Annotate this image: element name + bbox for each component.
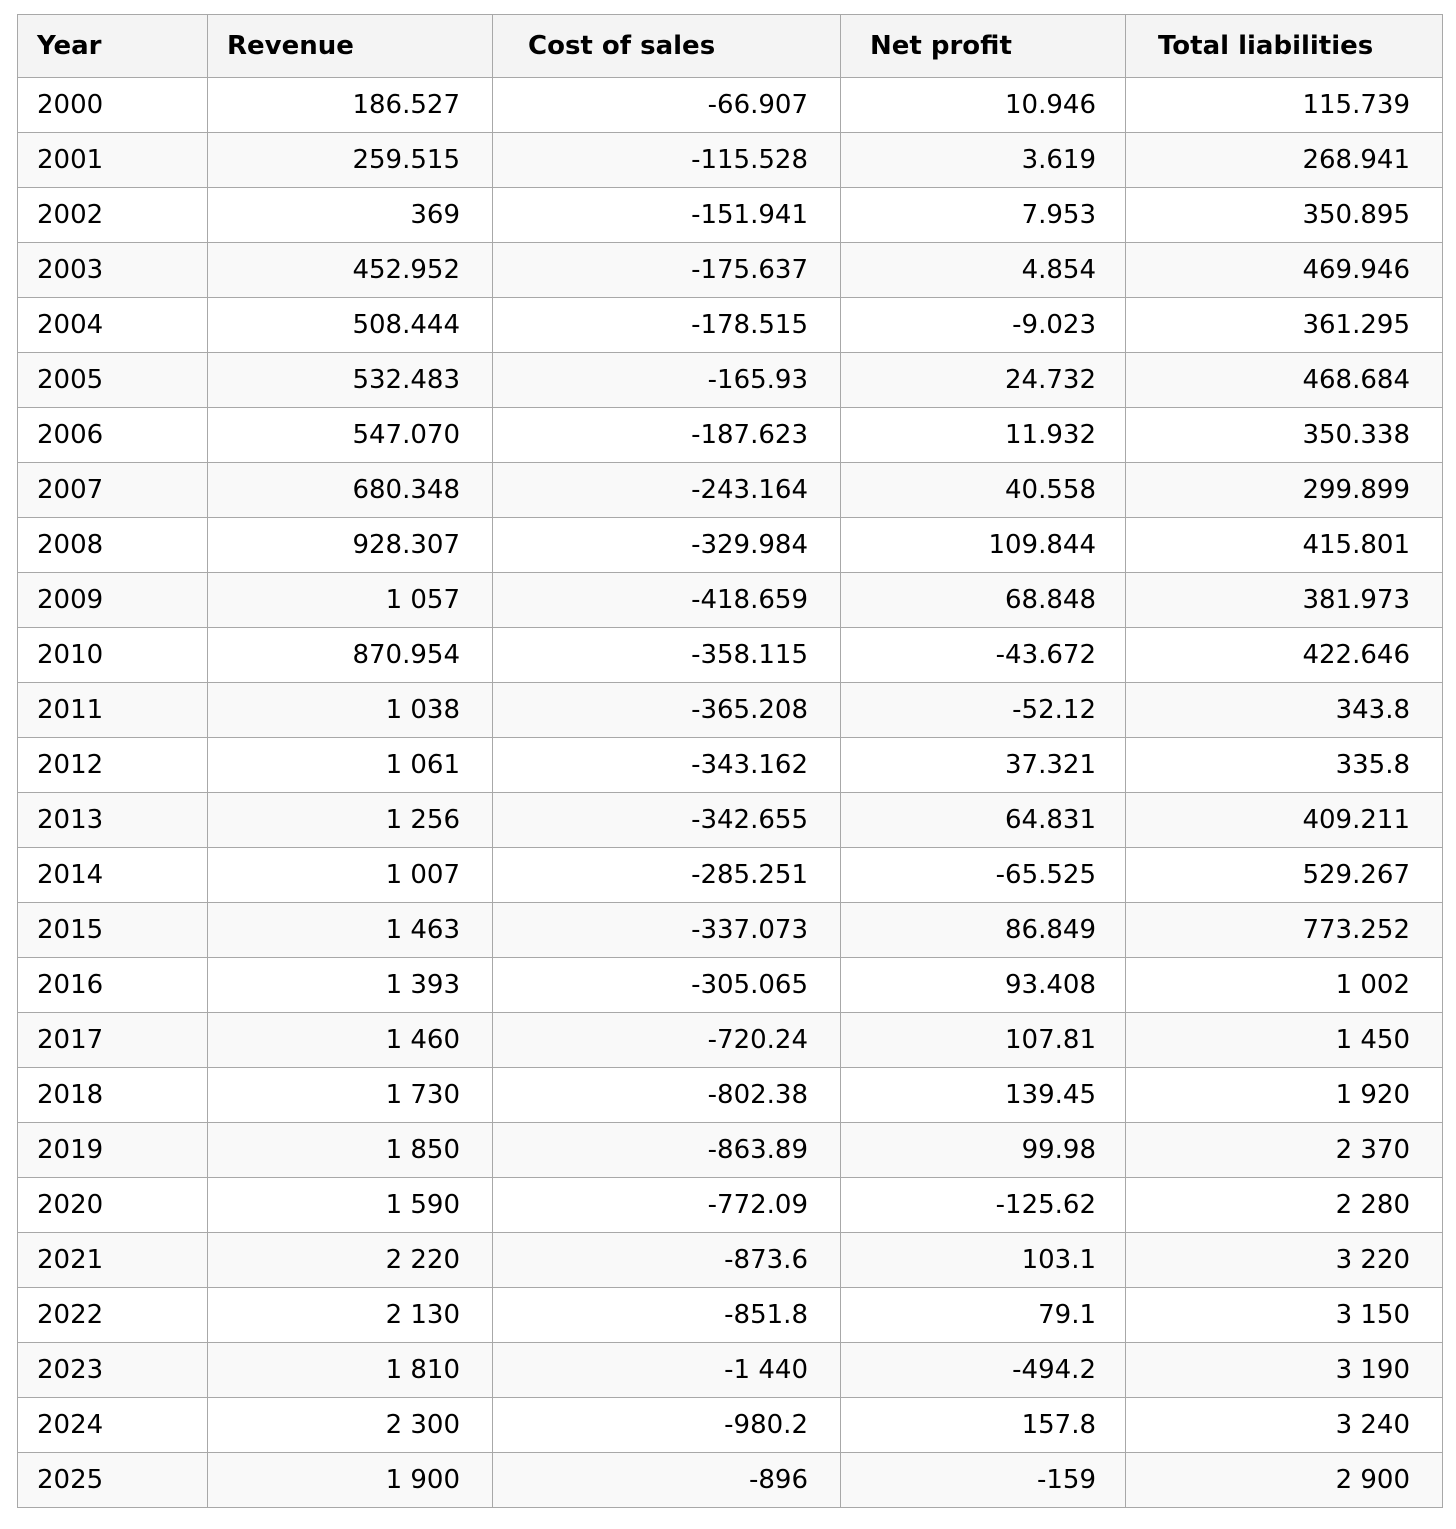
year-cell: 2013 [18,793,208,848]
total-liabilities-cell: 422.646 [1126,628,1443,683]
table-row [18,848,1443,903]
total-liabilities-cell: 361.295 [1126,298,1443,353]
table-row [18,958,1443,1013]
financial-table [17,14,1443,1508]
net-profit-cell: 10.946 [841,78,1126,133]
revenue-cell: 1 393 [208,958,493,1013]
total-liabilities-cell: 3 190 [1126,1343,1443,1398]
total-liabilities-cell: 773.252 [1126,903,1443,958]
year-cell: 2018 [18,1068,208,1123]
table-row [18,793,1443,848]
net-profit-cell: 24.732 [841,353,1126,408]
revenue-cell: 1 730 [208,1068,493,1123]
table-row [18,78,1443,133]
revenue-cell: 1 810 [208,1343,493,1398]
cost-of-sales-cell: -863.89 [493,1123,841,1178]
column-header-total-liabilities: Total liabilities [1126,15,1443,78]
revenue-cell: 1 038 [208,683,493,738]
year-cell: 2003 [18,243,208,298]
year-cell: 2017 [18,1013,208,1068]
year-cell: 2004 [18,298,208,353]
total-liabilities-cell: 1 002 [1126,958,1443,1013]
revenue-cell: 680.348 [208,463,493,518]
revenue-cell: 1 007 [208,848,493,903]
total-liabilities-cell: 350.895 [1126,188,1443,243]
total-liabilities-cell: 529.267 [1126,848,1443,903]
cost-of-sales-cell: -896 [493,1453,841,1508]
year-cell: 2001 [18,133,208,188]
total-liabilities-cell: 2 370 [1126,1123,1443,1178]
table-row [18,628,1443,683]
year-cell: 2007 [18,463,208,518]
cost-of-sales-cell: -418.659 [493,573,841,628]
total-liabilities-cell: 3 150 [1126,1288,1443,1343]
net-profit-cell: 40.558 [841,463,1126,518]
net-profit-cell: 11.932 [841,408,1126,463]
total-liabilities-cell: 335.8 [1126,738,1443,793]
net-profit-cell: 3.619 [841,133,1126,188]
table-header-row [18,15,1443,78]
cost-of-sales-cell: -772.09 [493,1178,841,1233]
year-cell: 2023 [18,1343,208,1398]
year-cell: 2000 [18,78,208,133]
column-header-net-profit: Net profit [841,15,1126,78]
year-cell: 2011 [18,683,208,738]
table-row [18,298,1443,353]
table-row [18,188,1443,243]
revenue-cell: 547.070 [208,408,493,463]
cost-of-sales-cell: -358.115 [493,628,841,683]
table-row [18,1453,1443,1508]
total-liabilities-cell: 2 900 [1126,1453,1443,1508]
revenue-cell: 532.483 [208,353,493,408]
table-row [18,573,1443,628]
net-profit-cell: 93.408 [841,958,1126,1013]
net-profit-cell: 109.844 [841,518,1126,573]
net-profit-cell: 68.848 [841,573,1126,628]
revenue-cell: 1 590 [208,1178,493,1233]
cost-of-sales-cell: -1 440 [493,1343,841,1398]
cost-of-sales-cell: -187.623 [493,408,841,463]
revenue-cell: 1 850 [208,1123,493,1178]
total-liabilities-cell: 2 280 [1126,1178,1443,1233]
total-liabilities-cell: 343.8 [1126,683,1443,738]
year-cell: 2019 [18,1123,208,1178]
cost-of-sales-cell: -337.073 [493,903,841,958]
column-header-year: Year [18,15,208,78]
table-row [18,1398,1443,1453]
revenue-cell: 2 130 [208,1288,493,1343]
net-profit-cell: 7.953 [841,188,1126,243]
net-profit-cell: -125.62 [841,1178,1126,1233]
total-liabilities-cell: 350.338 [1126,408,1443,463]
table-row [18,463,1443,518]
table-row [18,518,1443,573]
table-row [18,1288,1443,1343]
year-cell: 2012 [18,738,208,793]
total-liabilities-cell: 381.973 [1126,573,1443,628]
cost-of-sales-cell: -178.515 [493,298,841,353]
year-cell: 2002 [18,188,208,243]
net-profit-cell: -494.2 [841,1343,1126,1398]
cost-of-sales-cell: -720.24 [493,1013,841,1068]
table-row [18,243,1443,298]
total-liabilities-cell: 1 920 [1126,1068,1443,1123]
total-liabilities-cell: 409.211 [1126,793,1443,848]
revenue-cell: 1 057 [208,573,493,628]
year-cell: 2005 [18,353,208,408]
revenue-cell: 2 300 [208,1398,493,1453]
net-profit-cell: 139.45 [841,1068,1126,1123]
year-cell: 2008 [18,518,208,573]
cost-of-sales-cell: -329.984 [493,518,841,573]
table-row [18,133,1443,188]
table-row [18,738,1443,793]
total-liabilities-cell: 299.899 [1126,463,1443,518]
net-profit-cell: 79.1 [841,1288,1126,1343]
cost-of-sales-cell: -165.93 [493,353,841,408]
revenue-cell: 1 460 [208,1013,493,1068]
cost-of-sales-cell: -343.162 [493,738,841,793]
year-cell: 2021 [18,1233,208,1288]
net-profit-cell: -52.12 [841,683,1126,738]
cost-of-sales-cell: -305.065 [493,958,841,1013]
net-profit-cell: -65.525 [841,848,1126,903]
cost-of-sales-cell: -243.164 [493,463,841,518]
net-profit-cell: -159 [841,1453,1126,1508]
table-body [18,78,1443,1508]
table-row [18,408,1443,463]
year-cell: 2014 [18,848,208,903]
year-cell: 2006 [18,408,208,463]
total-liabilities-cell: 3 220 [1126,1233,1443,1288]
year-cell: 2009 [18,573,208,628]
total-liabilities-cell: 415.801 [1126,518,1443,573]
cost-of-sales-cell: -115.528 [493,133,841,188]
total-liabilities-cell: 1 450 [1126,1013,1443,1068]
cost-of-sales-cell: -873.6 [493,1233,841,1288]
revenue-cell: 1 900 [208,1453,493,1508]
cost-of-sales-cell: -851.8 [493,1288,841,1343]
total-liabilities-cell: 469.946 [1126,243,1443,298]
revenue-cell: 2 220 [208,1233,493,1288]
table-row [18,1013,1443,1068]
net-profit-cell: 107.81 [841,1013,1126,1068]
cost-of-sales-cell: -175.637 [493,243,841,298]
net-profit-cell: 4.854 [841,243,1126,298]
cost-of-sales-cell: -151.941 [493,188,841,243]
year-cell: 2024 [18,1398,208,1453]
table-row [18,353,1443,408]
revenue-cell: 1 463 [208,903,493,958]
revenue-cell: 186.527 [208,78,493,133]
column-header-cost-of-sales: Cost of sales [493,15,841,78]
net-profit-cell: -43.672 [841,628,1126,683]
cost-of-sales-cell: -365.208 [493,683,841,738]
total-liabilities-cell: 268.941 [1126,133,1443,188]
total-liabilities-cell: 468.684 [1126,353,1443,408]
table-row [18,1233,1443,1288]
cost-of-sales-cell: -980.2 [493,1398,841,1453]
total-liabilities-cell: 115.739 [1126,78,1443,133]
column-header-revenue: Revenue [208,15,493,78]
revenue-cell: 369 [208,188,493,243]
revenue-cell: 1 256 [208,793,493,848]
table-row [18,1178,1443,1233]
revenue-cell: 259.515 [208,133,493,188]
year-cell: 2022 [18,1288,208,1343]
year-cell: 2020 [18,1178,208,1233]
table-row [18,1123,1443,1178]
cost-of-sales-cell: -66.907 [493,78,841,133]
net-profit-cell: -9.023 [841,298,1126,353]
net-profit-cell: 103.1 [841,1233,1126,1288]
revenue-cell: 928.307 [208,518,493,573]
table-row [18,683,1443,738]
table-row [18,1068,1443,1123]
cost-of-sales-cell: -285.251 [493,848,841,903]
year-cell: 2015 [18,903,208,958]
table-row [18,903,1443,958]
cost-of-sales-cell: -342.655 [493,793,841,848]
revenue-cell: 452.952 [208,243,493,298]
year-cell: 2010 [18,628,208,683]
revenue-cell: 870.954 [208,628,493,683]
table-row [18,1343,1443,1398]
total-liabilities-cell: 3 240 [1126,1398,1443,1453]
net-profit-cell: 99.98 [841,1123,1126,1178]
revenue-cell: 508.444 [208,298,493,353]
net-profit-cell: 37.321 [841,738,1126,793]
year-cell: 2025 [18,1453,208,1508]
net-profit-cell: 157.8 [841,1398,1126,1453]
revenue-cell: 1 061 [208,738,493,793]
cost-of-sales-cell: -802.38 [493,1068,841,1123]
year-cell: 2016 [18,958,208,1013]
net-profit-cell: 86.849 [841,903,1126,958]
net-profit-cell: 64.831 [841,793,1126,848]
